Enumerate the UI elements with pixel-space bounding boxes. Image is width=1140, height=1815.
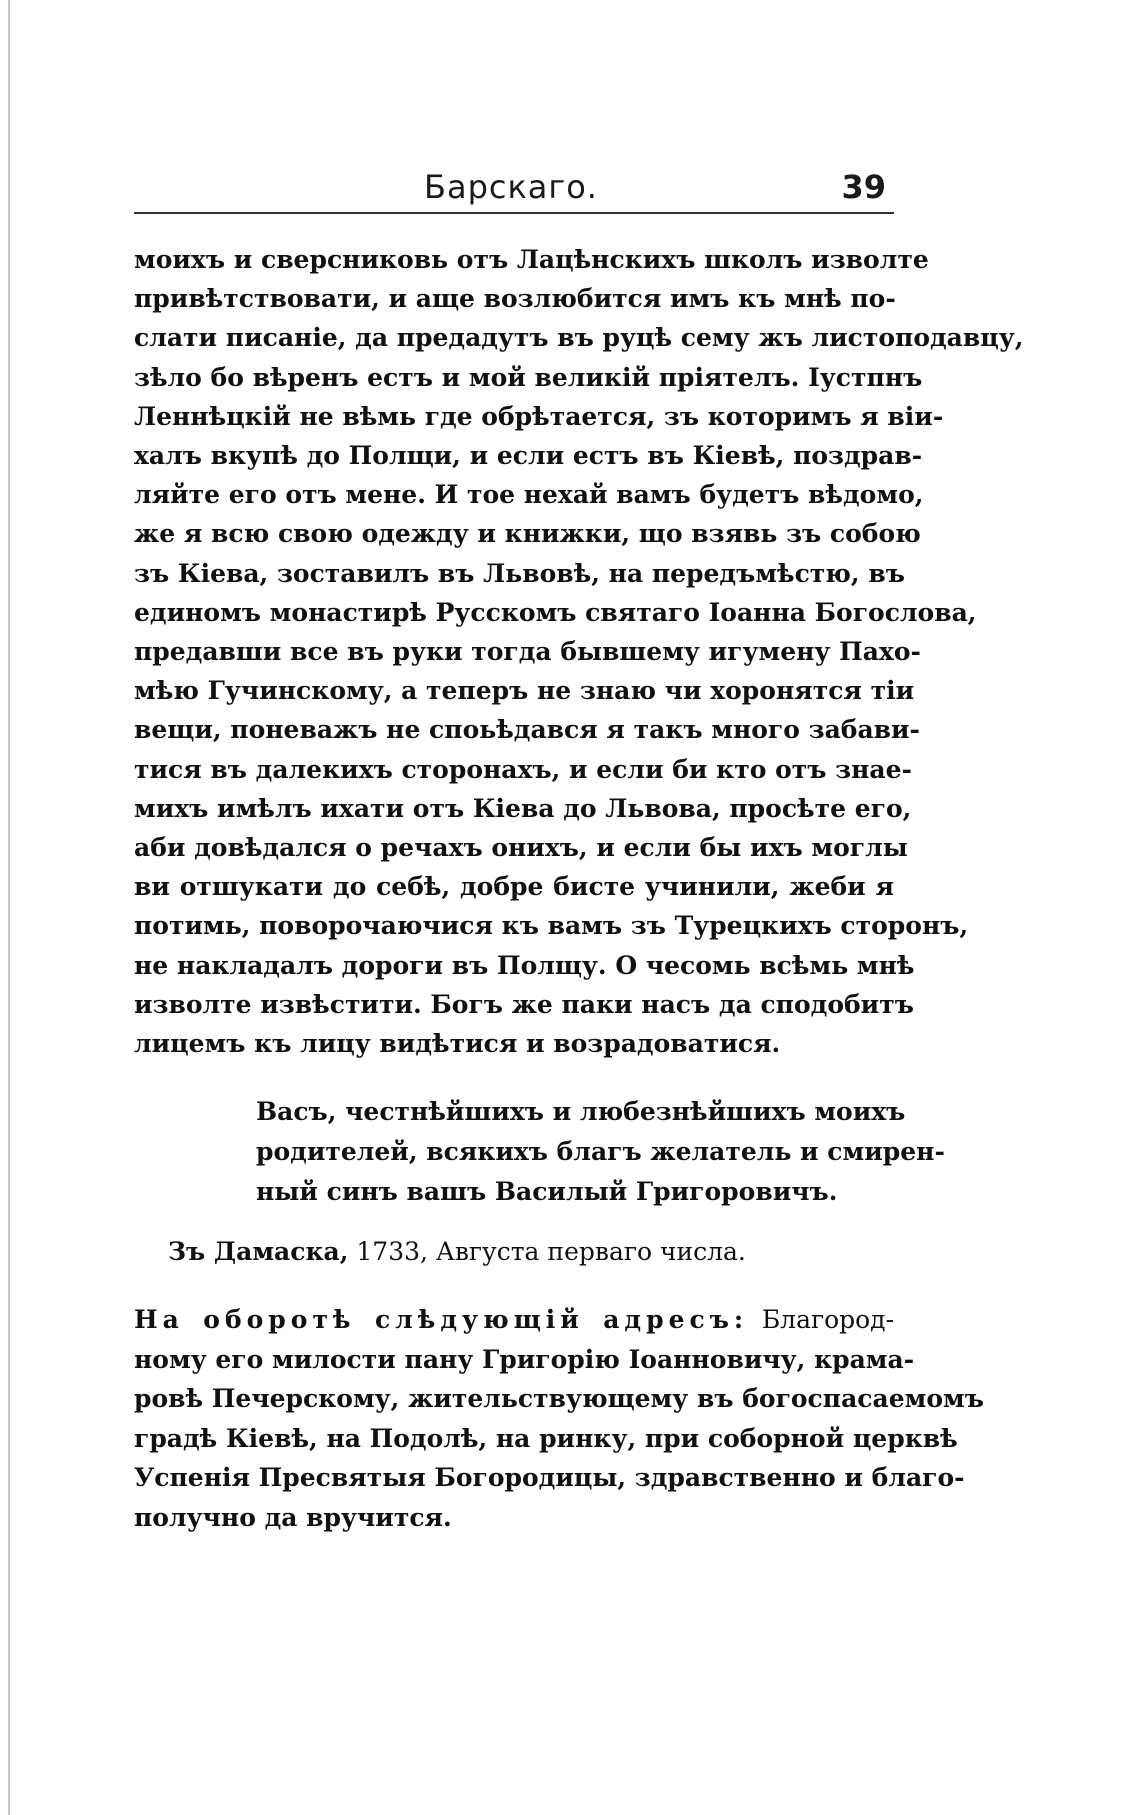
running-header [134,168,894,212]
body-line: михъ имѣлъ ихати отъ Кіева до Львова, просѣте его, [134,793,912,823]
body-line: ви отшукати до себѣ, добре бисте учинили, жеби я [134,872,894,902]
body-line: ляйте его отъ мене. И тое нехай вамъ будетъ вѣдомо, [134,480,924,510]
address-note [134,1300,984,1537]
body-line: потимь, поворочаючися къ вамъ зъ Турецкихъ сторонъ, [134,911,969,941]
address-line: градѣ Кіевѣ, на Подолѣ, на ринку, при соборной церквѣ [134,1423,958,1453]
address-lead-rest: Благород- [761,1305,895,1334]
body-line: мѣю Гучинскому, а теперъ не знаю чи хоронятся тіи [134,676,915,706]
body-line: лицемъ къ лицу видѣтися и возрадоватися. [134,1029,781,1059]
body-line: моихъ и сверсниковь отъ Лацѣнскихъ школъ изволте [134,245,929,274]
closing-line: Васъ, честнѣйшихъ и любезнѣйшихъ моихъ [256,1097,906,1126]
body-line: слати писаніе, да предадутъ въ руцѣ сему жъ листоподавцу, [134,323,1024,353]
body-line: аби довѣдался о речахъ онихъ, и если бы ихъ моглы [134,833,908,863]
scan-margin-line [8,0,10,1815]
body-line: халъ вкупѣ до Полщи, и если естъ въ Кіевѣ, поздрав- [134,441,923,471]
body-line: же я всю свою одежду и книжки, що взявь зъ собою [134,519,921,549]
body-line: привѣтствовати, и аще возлюбится имъ къ мнѣ по- [134,284,896,314]
header-rule [134,212,894,214]
page-number: 39 [841,168,886,206]
address-line: ному его милости пану Григорію Іоанновичу, крама- [134,1344,915,1374]
body-line: зѣло бо вѣренъ естъ и мой великій пріятелъ. Іустпнъ [134,362,923,392]
address-lead: На оборотѣ слѣдующій адресъ: [134,1305,749,1334]
body-line: тися въ далекихъ сторонахъ, и если би кто отъ знае- [134,754,912,784]
body-line: зъ Кіева, зоставилъ въ Львовѣ, на передъмѣстю, въ [134,558,905,588]
closing-line: родителей, всякихъ благъ желатель и смирен- [256,1137,945,1166]
letter-closing [256,1092,945,1212]
address-line: Успенія Пресвятыя Богородицы, здравственно и благо- [134,1463,965,1492]
body-line: предавши все въ руки тогда бывшему игумену Пахо- [134,637,921,667]
running-title: Барскаго. [424,168,598,206]
body-line: не накладалъ дороги въ Полщу. О чесомь всѣмь мнѣ [134,950,915,980]
address-line: ровѣ Печерскому, жительствующему въ богоспасаемомъ [134,1384,984,1413]
address-line [134,1300,894,1340]
body-line: Леннѣцкій не вѣмь где обрѣтается, зъ которимъ я віи- [134,401,944,431]
body-line: вещи, поневажъ не споьѣдався я такъ много забави- [134,715,920,745]
dateline [168,1232,868,1272]
closing-line: ный синъ вашъ Василый Григоровичъ. [256,1177,838,1206]
dateline-place: Зъ Дамаска, [168,1237,349,1266]
letter-body [134,240,1024,1063]
address-line: получно да вручится. [134,1502,452,1532]
body-line: изволте извѣстити. Богъ же паки насъ да сподобитъ [134,989,914,1019]
body-line: единомъ монастирѣ Русскомъ святаго Іоанна Богослова, [134,597,977,627]
dateline-date: 1733, Августа перваго числа. [356,1237,746,1266]
